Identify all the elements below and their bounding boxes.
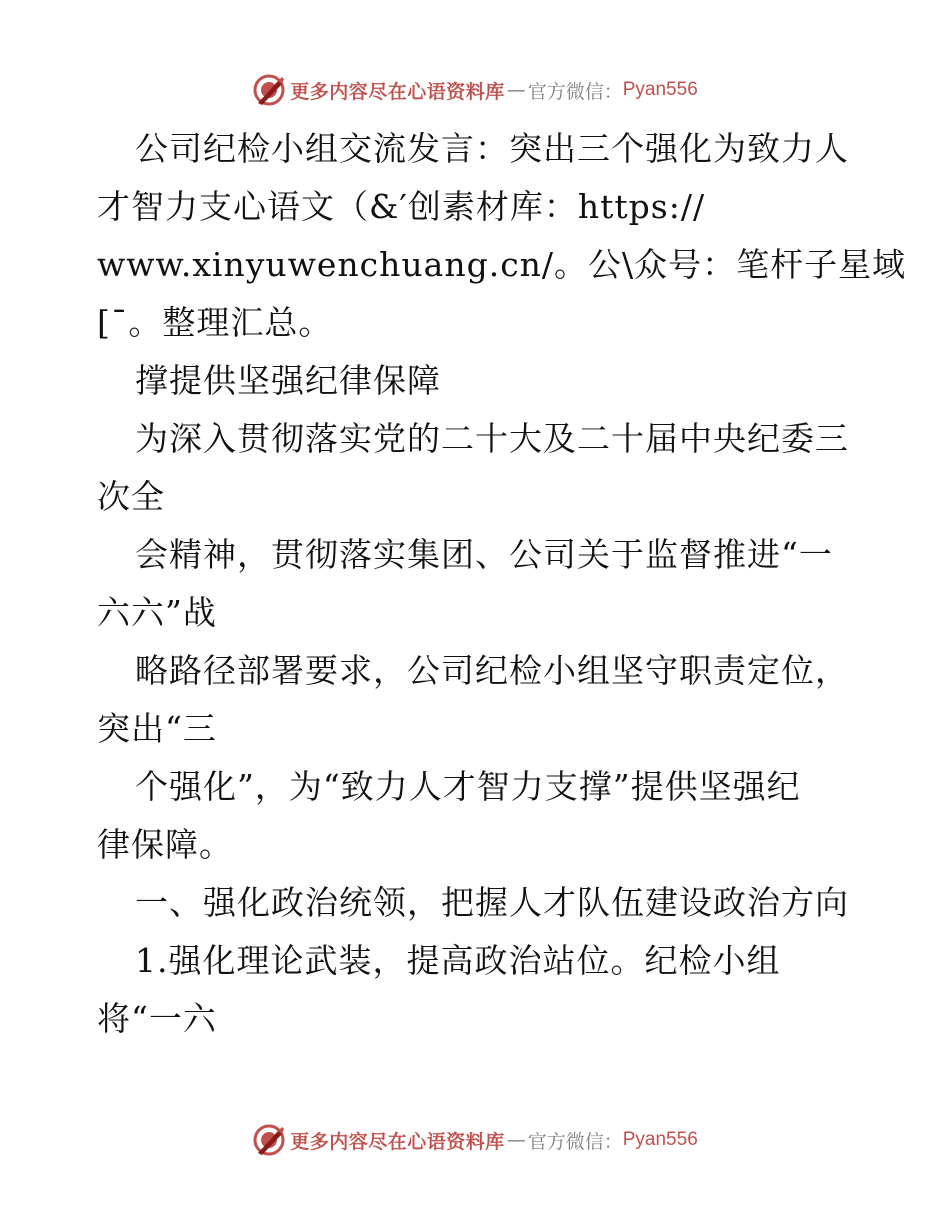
- footer-watermark-banner: [0, 1120, 950, 1160]
- document-line: 1.强化理论武装，提高政治站位。纪检小组: [135, 941, 781, 980]
- banner-official-label: 官方微信：: [527, 80, 623, 103]
- document-line: 次全: [97, 477, 165, 516]
- document-line: 公司纪检小组交流发言：突出三个强化为致力人: [135, 129, 849, 168]
- document-line: 将“一六: [97, 999, 217, 1038]
- pen-logo-icon: [252, 73, 286, 107]
- banner-brand-text: 更多内容尽在心语资料库: [290, 1130, 505, 1153]
- document-line: 才智力支心语文（&′创素材库：https://: [97, 187, 706, 226]
- document-line: 六六”战: [97, 593, 217, 632]
- document-line: 撑提供坚强纪律保障: [135, 361, 441, 400]
- document-line: 一、强化政治统领，把握人才队伍建设政治方向: [135, 883, 849, 922]
- document-line: [¯。整理汇总。: [97, 303, 333, 342]
- document-line: 律保障。: [97, 825, 233, 864]
- document-line: 略路径部署要求，公司纪检小组坚守职责定位，: [135, 651, 849, 690]
- document-line: 会精神，贯彻落实集团、公司关于监督推进“一: [135, 535, 833, 574]
- banner-wechat-id: Pyan556: [622, 79, 698, 100]
- banner-wechat-id: Pyan556: [622, 1129, 698, 1150]
- header-watermark-banner: [0, 70, 950, 110]
- document-line: 个强化”，为“致力人才智力支撑”提供坚强纪: [135, 767, 801, 806]
- banner-dash: —: [506, 79, 526, 101]
- pen-logo-icon: [252, 1123, 286, 1157]
- banner-dash: —: [506, 1129, 526, 1151]
- banner-brand-text: 更多内容尽在心语资料库: [290, 80, 505, 103]
- document-body: [97, 120, 907, 1048]
- document-line: www.xinyuwenchuang.cn/。公\众号：笔杆子星域: [97, 245, 907, 284]
- document-line: 突出“三: [97, 709, 217, 748]
- banner-official-label: 官方微信：: [527, 1130, 623, 1153]
- document-line: 为深入贯彻落实党的二十大及二十届中央纪委三: [135, 419, 849, 458]
